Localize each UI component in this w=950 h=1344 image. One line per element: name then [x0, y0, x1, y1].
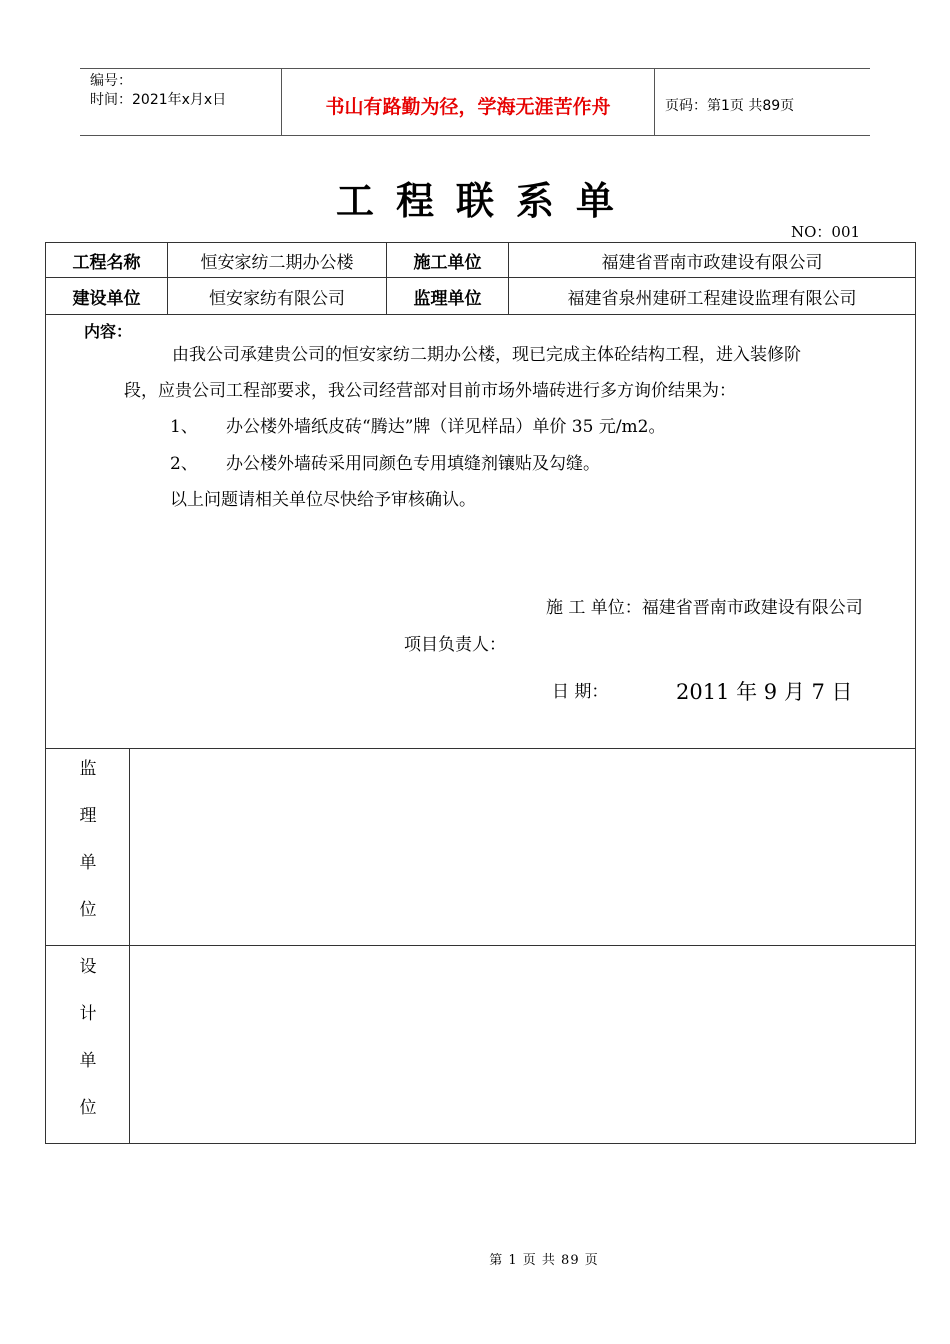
owner-label: 建设单位 [72, 288, 141, 309]
label-char: 理 [79, 806, 97, 826]
header-bottom-rule [80, 135, 870, 136]
designer-section-label [46, 944, 130, 1132]
date-value: 2011 年 9 月 7 日 [676, 680, 853, 704]
content-label: 内容： [84, 322, 133, 341]
time-label: 时间：2021年x月x日 [90, 92, 227, 108]
supervisor-label: 监理单位 [413, 288, 482, 309]
content-closing: 以上问题请相关单位尽快给予审核确认。 [170, 490, 476, 510]
label-char: 单 [79, 1051, 97, 1071]
project-name-label: 工程名称 [72, 252, 141, 273]
header-page-info: 页码：第1页 共89页 [665, 98, 795, 114]
content-intro-line1: 由我公司承建贵公司的恒安家纺二期办公楼，现已完成主体砼结构工程，进入装修阶 [172, 345, 801, 365]
header-top-rule [80, 68, 870, 69]
label-char: 单 [79, 853, 97, 873]
signature-unit: 施 工 单位：福建省晋南市政建设有限公司 [546, 598, 863, 618]
table-rule [45, 314, 916, 315]
supervisor-section-label [46, 746, 130, 934]
table-rule [45, 945, 916, 946]
label-char: 位 [79, 1098, 97, 1118]
number-label: 编号： [90, 73, 132, 89]
page-footer: 第 1 页 共 89 页 [489, 1253, 599, 1268]
table-rule [45, 748, 916, 749]
label-char: 计 [79, 1004, 97, 1024]
list-item-number: 2、 [170, 454, 198, 474]
label-char: 位 [79, 900, 97, 920]
list-item: 办公楼外墙纸皮砖“腾达”牌（详见样品）单价 35 元/m2。 [226, 417, 666, 437]
contractor-label: 施工单位 [413, 252, 482, 273]
header-meta [90, 72, 226, 110]
owner-value: 恒安家纺有限公司 [209, 288, 345, 309]
header-divider-right [654, 68, 655, 135]
list-item-number: 1、 [170, 417, 198, 437]
content-intro-line2: 段，应贵公司工程部要求，我公司经营部对目前市场外墙砖进行多方询价结果为： [124, 381, 736, 401]
responsible-person-label: 项目负责人： [404, 635, 506, 655]
header-motto: 书山有路勤为径，学海无涯苦作舟 [325, 96, 611, 118]
date-label: 日 期： [552, 682, 609, 702]
contractor-value: 福建省晋南市政建设有限公司 [601, 252, 823, 273]
supervisor-opinion-area[interactable] [131, 750, 915, 944]
document-number: NO：001 [791, 223, 861, 241]
list-item: 办公楼外墙砖采用同颜色专用填缝剂镶贴及勾缝。 [226, 454, 600, 474]
document-title: 工程联系单 [335, 179, 636, 223]
header-divider-left [281, 68, 282, 135]
supervisor-value: 福建省泉州建研工程建设监理有限公司 [567, 288, 857, 309]
label-char: 设 [79, 957, 97, 977]
designer-opinion-area[interactable] [131, 947, 915, 1143]
project-name-value: 恒安家纺二期办公楼 [200, 252, 354, 273]
label-char: 监 [79, 759, 97, 779]
